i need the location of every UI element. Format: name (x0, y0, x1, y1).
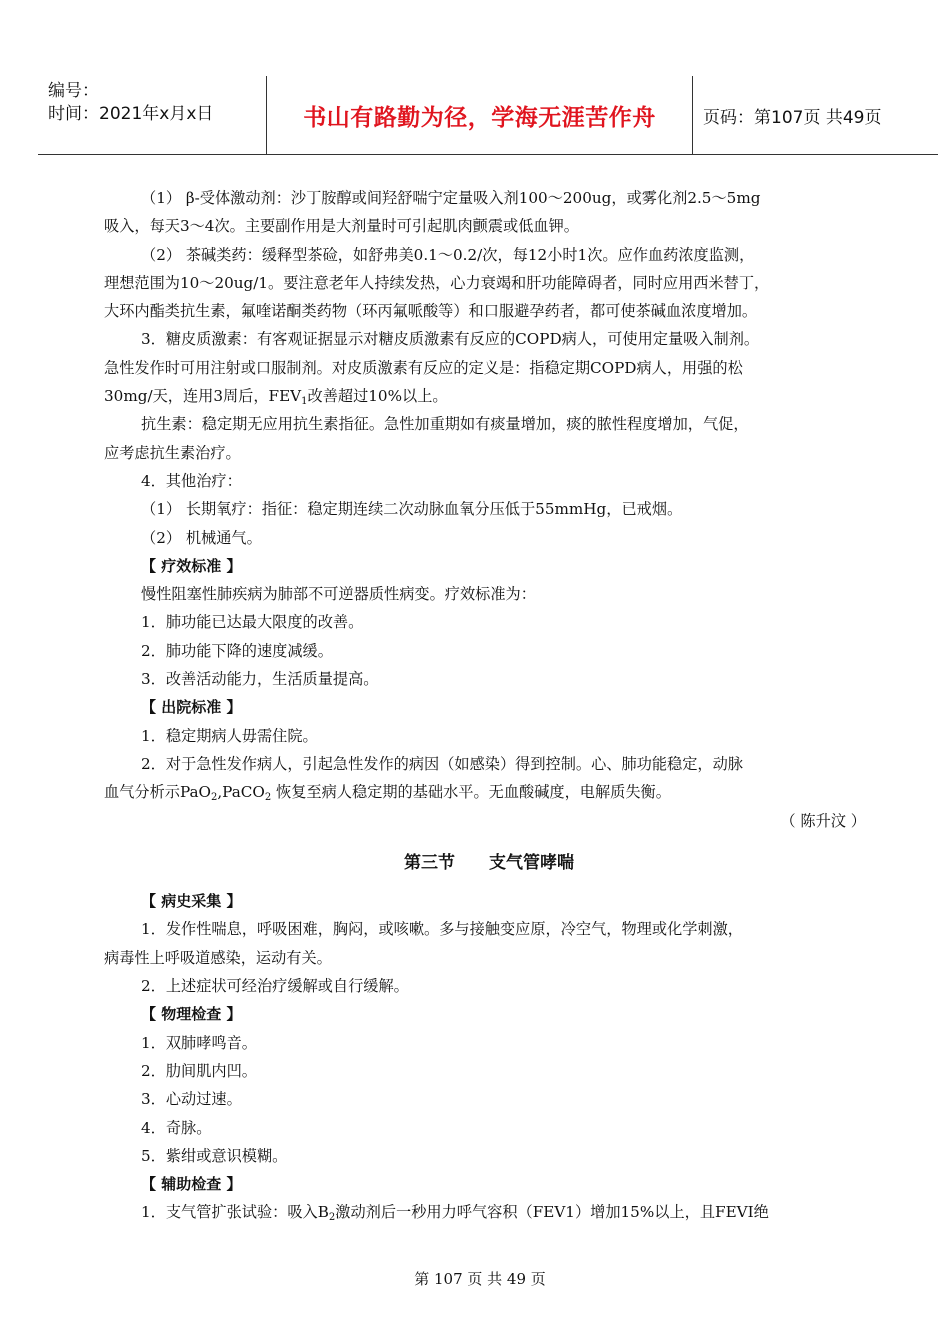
header-page-number: 页码：第107页 共49页 (703, 108, 882, 128)
text-run: 恢复至病人稳定期的基础水平。无血酸碱度，电解质失衡。 (271, 783, 671, 802)
text-run: 30mg/天，连用3周后，FEV (104, 387, 302, 406)
text-run: 激动剂后一秒用力呼气容积（FEV1）增加15%以上，且FEVI绝 (335, 1203, 769, 1222)
paragraph (104, 382, 874, 410)
subscript: 2 (210, 792, 218, 804)
list-item: 4．奇脉。 (141, 1118, 212, 1137)
heading-efficacy: 【 疗效标准 】 (141, 556, 242, 575)
heading-history: 【 病史采集 】 (141, 892, 242, 911)
paragraph: 理想范围为10～20ug/1。要注意老年人持续发热，心力衰竭和肝功能障碍者，同时应用西米替丁， (104, 273, 770, 292)
paragraph: （1） β-受体激动剂：沙丁胺醇或间羟舒喘宁定量吸入剂100～200ug，或雾化剂2.5～5mg (141, 189, 761, 207)
page-footer: 第 107 页 共 49 页 (414, 1270, 546, 1288)
list-item (104, 1198, 874, 1226)
text-run: 1．支气管扩张试验：吸入B (141, 1203, 329, 1222)
subscript: 1 (301, 396, 308, 408)
heading-auxiliary: 【 辅助检查 】 (141, 1175, 242, 1194)
list-item: 2．肋间肌内凹。 (141, 1061, 257, 1080)
paragraph: 吸入，每天3～4次。主要副作用是大剂量时可引起肌肉颤震或低血钾。 (104, 217, 579, 236)
header-time: 时间：2021年x月x日 (48, 104, 214, 124)
text-run: 血气分析示PaO (104, 783, 211, 802)
paragraph: 3．糖皮质激素：有客观证据显示对糖皮质激素有反应的COPD病人，可使用定量吸入制剂。 (141, 330, 760, 349)
list-item: 1．双肺哮鸣音。 (141, 1033, 257, 1052)
document-body (104, 184, 874, 1227)
list-item: 1．肺功能已达最大限度的改善。 (141, 613, 364, 632)
heading-discharge: 【 出院标准 】 (141, 698, 242, 717)
list-item: 3．改善活动能力，生活质量提高。 (141, 670, 379, 689)
paragraph: 病毒性上呼吸道感染，运动有关。 (104, 948, 332, 967)
header-rule (38, 154, 938, 155)
list-item: 2．上述症状可经治疗缓解或自行缓解。 (141, 977, 409, 996)
paragraph: 应考虑抗生素治疗。 (104, 443, 241, 462)
paragraph (104, 778, 874, 806)
paragraph: 大环内酯类抗生素，氟喹诺酮类药物（环丙氟哌酸等）和口服避孕药者，都可使茶碱血浓度增加。 (104, 302, 758, 321)
header-meta (48, 80, 213, 126)
paragraph: （1） 长期氧疗：指征：稳定期连续二次动脉血氧分压低于55mmHg，已戒烟。 (141, 500, 683, 519)
subscript: 2 (328, 1212, 336, 1224)
page-header (38, 76, 938, 155)
heading-physical: 【 物理检查 】 (141, 1005, 242, 1024)
header-code: 编号： (48, 81, 99, 101)
subscript: 2 (264, 792, 272, 804)
list-item: 2．肺功能下降的速度减缓。 (141, 641, 333, 660)
list-item: 3．心动过速。 (141, 1090, 242, 1109)
section-title: 支气管哮喘 (489, 852, 574, 873)
list-item: 2．对于急性发作病人，引起急性发作的病因（如感染）得到控制。心、肺功能稳定，动脉 (141, 754, 743, 773)
list-item: 5．紫绀或意识模糊。 (141, 1146, 288, 1165)
paragraph: （2） 机械通气。 (141, 528, 262, 547)
section-number: 第三节 (404, 852, 455, 873)
header-motto: 书山有路勤为径，学海无涯苦作舟 (303, 105, 656, 131)
paragraph: 抗生素：稳定期无应用抗生素指征。急性加重期如有痰量增加，痰的脓性程度增加，气促， (141, 415, 749, 434)
paragraph: 急性发作时可用注射或口服制剂。对皮质激素有反应的定义是：指稳定期COPD病人，用强的松 (104, 358, 743, 377)
text-run: ,PaCO (217, 783, 265, 802)
text-run: 改善超过10%以上。 (307, 387, 448, 406)
author: （ 陈升汶 ） (780, 811, 866, 830)
list-item: 1．发作性喘息，呼吸困难，胸闷，或咳嗽。多与接触变应原，冷空气，物理或化学刺激， (141, 920, 743, 939)
list-item: 1．稳定期病人毋需住院。 (141, 726, 318, 745)
paragraph: （2） 茶碱类药：缓释型茶硷，如舒弗美0.1～0.2/次，每12小时1次。应作血药浓度监测， (141, 245, 755, 264)
paragraph: 4．其他治疗： (141, 471, 242, 490)
section-heading (104, 849, 874, 877)
paragraph: 慢性阻塞性肺疾病为肺部不可逆器质性病变。疗效标准为： (141, 585, 536, 604)
header-divider-right (692, 76, 693, 155)
